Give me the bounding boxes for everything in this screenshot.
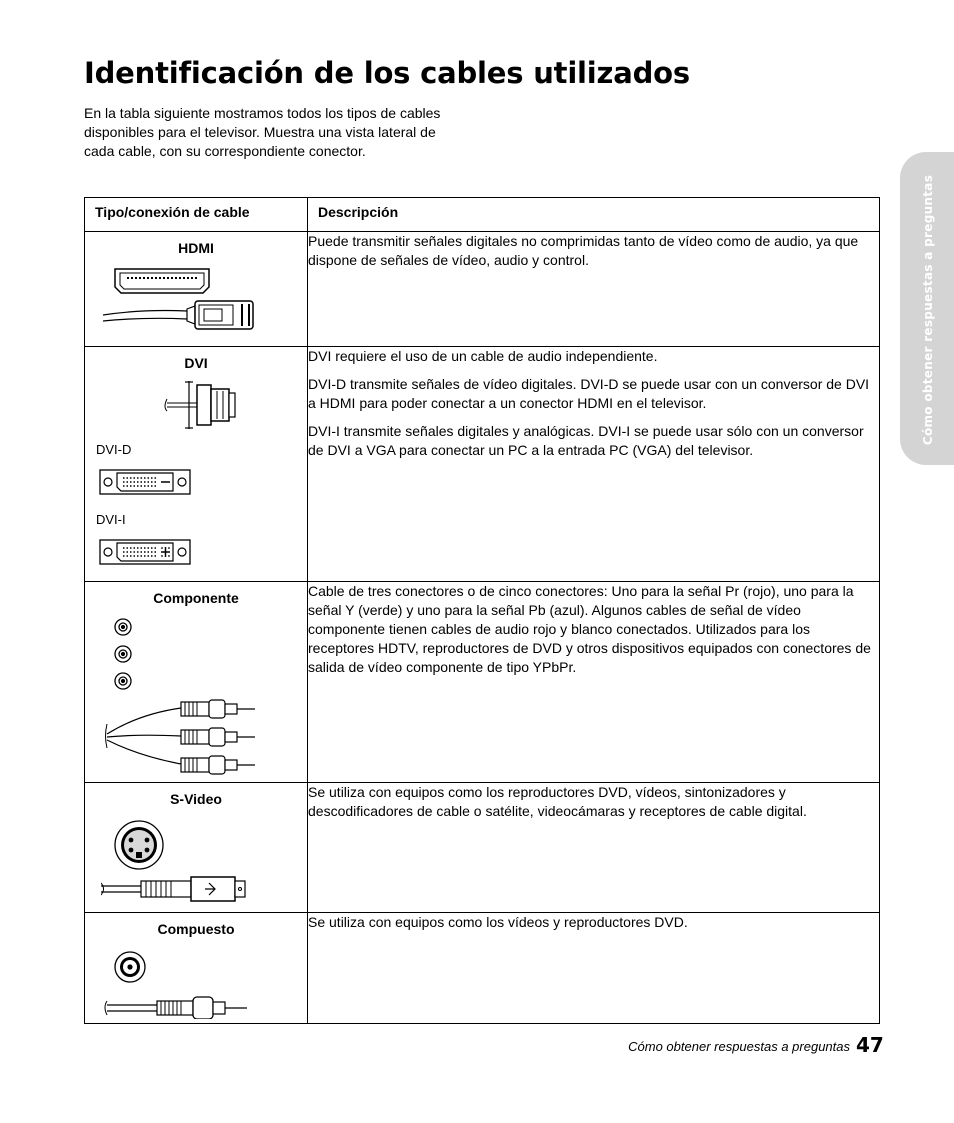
- description-text: DVI-D transmite señales de vídeo digitales. DVI-D se puede usar con un conversor de DVI a HDMI para poder conectar a un conector HDMI en el televisor.: [308, 376, 870, 411]
- cable-cell-s-video: [85, 783, 308, 913]
- description-composite: [308, 913, 880, 1024]
- side-tab-label: Cómo obtener respuestas a preguntas: [921, 174, 935, 446]
- cable-name-s-video: S-Video: [170, 791, 222, 807]
- table-row: [85, 582, 880, 783]
- description-text: Se utiliza con equipos como los vídeos y reproductores DVD.: [308, 914, 688, 930]
- description-text: Puede transmitir señales digitales no comprimidas tanto de vídeo como de audio, ya que dispone de señales de vídeo, audio y control.: [308, 233, 859, 268]
- table-row: [85, 232, 880, 347]
- dvi-d-port-icon: [99, 468, 191, 496]
- dvi-i-port-icon: [99, 538, 191, 566]
- table-header-row: [85, 198, 880, 232]
- header-description: Descripción: [308, 198, 880, 232]
- dvi-d-label: DVI-D: [96, 442, 132, 457]
- dvi-i-label: DVI-I: [96, 512, 126, 527]
- page-number: 47: [856, 1033, 884, 1057]
- composite-cable-icon: [101, 947, 261, 1019]
- description-text: Cable de tres conectores o de cinco conectores: Uno para la señal Pr (rojo), uno para la señal Y (verde) y uno para la señal Pb (azul). Algunos cables de señal de vídeo componente tienen cables de audio rojo y blanco conectados. Utilizados para los receptores HDTV, reproductores de DVD y otros dispositivos equipados con conectores de salida de vídeo componente de tipo YPbPr.: [308, 583, 871, 675]
- cable-name-composite: Compuesto: [157, 921, 235, 937]
- description-text: DVI-I transmite señales digitales y analógicas. DVI-I se puede usar sólo con un conversor de DVI a VGA para conectar un PC a la entrada PC (VGA) del televisor.: [308, 423, 864, 458]
- table-row: [85, 347, 880, 582]
- intro-paragraph: En la tabla siguiente mostramos todos los tipos de cables disponibles para el televisor. Muestra una vista lateral de cada cable, con su correspondiente conector.: [84, 105, 441, 159]
- cable-cell-hdmi: [85, 232, 308, 347]
- footer-text: Cómo obtener respuestas a preguntas: [628, 1039, 850, 1054]
- description-s-video: [308, 783, 880, 913]
- description-dvi: [308, 347, 880, 582]
- description-text: DVI requiere el uso de un cable de audio independiente.: [308, 348, 658, 364]
- cable-name-hdmi: HDMI: [178, 240, 214, 256]
- cable-cell-component: [85, 582, 308, 783]
- header-cable-type: Tipo/conexión de cable: [85, 198, 308, 232]
- cable-cell-dvi: [85, 347, 308, 582]
- description-hdmi: [308, 232, 880, 347]
- page-title: Identificación de los cables utilizados: [84, 56, 690, 90]
- cable-cell-composite: [85, 913, 308, 1024]
- table-row: [85, 913, 880, 1024]
- cable-name-dvi: DVI: [184, 355, 208, 371]
- s-video-cable-icon: [101, 819, 261, 905]
- table-row: [85, 783, 880, 913]
- cables-table: [84, 197, 880, 1024]
- description-component: [308, 582, 880, 783]
- cable-name-component: Componente: [153, 590, 239, 606]
- description-text: Se utiliza con equipos como los reproductores DVD, vídeos, sintonizadores y descodificadores de cable o satélite, videocámaras y receptores de cable digital.: [308, 784, 807, 819]
- hdmi-cable-icon: [103, 265, 263, 337]
- component-cable-icon: [99, 616, 259, 776]
- dvi-cable-icon: [163, 377, 243, 435]
